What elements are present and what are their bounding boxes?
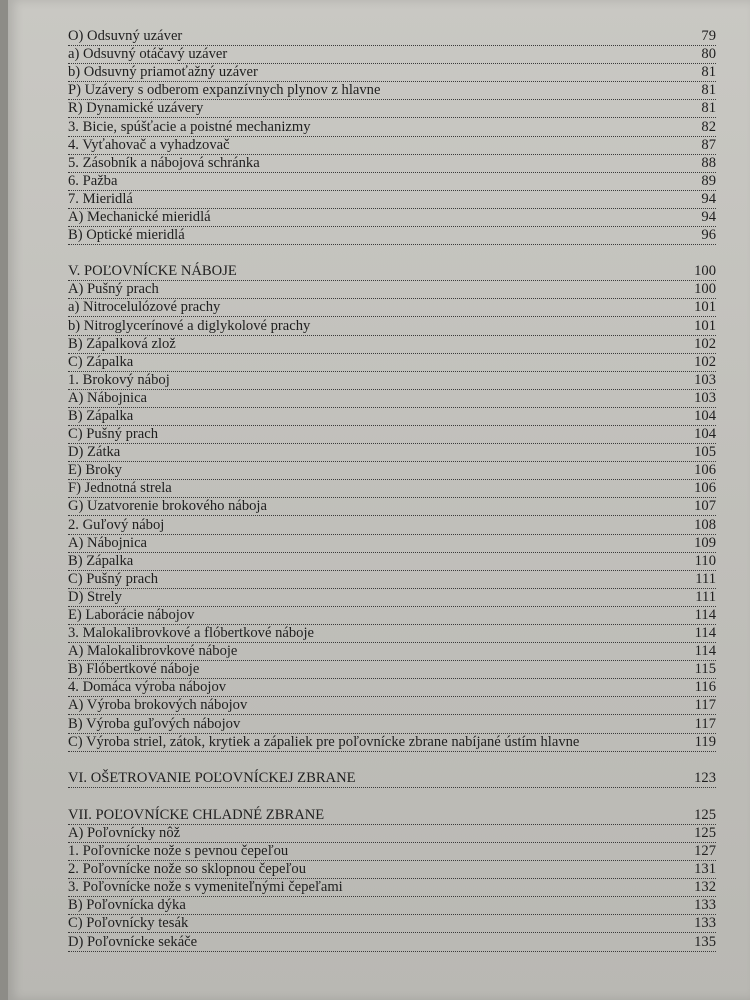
toc-entry-title: B) Zápalka bbox=[68, 552, 134, 569]
toc-entry-title: C) Zápalka bbox=[68, 353, 134, 370]
toc-entry-title: E) Broky bbox=[68, 462, 122, 479]
section-gap bbox=[68, 788, 716, 807]
toc-entry-title: R) Dynamické uzávery bbox=[68, 100, 204, 117]
toc-entry-page-number: 105 bbox=[694, 444, 716, 461]
toc-entry bbox=[68, 299, 716, 317]
toc-entry-title: b) Odsuvný priamoťažný uzáver bbox=[68, 64, 258, 81]
toc-entry-title: 1. Poľovnícke nože s pevnou čepeľou bbox=[68, 843, 289, 860]
toc-entry-page-number: 106 bbox=[694, 480, 716, 497]
toc-entry-page-number: 100 bbox=[694, 263, 716, 280]
toc-entry-page-number: 115 bbox=[694, 661, 716, 678]
toc-entry bbox=[68, 535, 716, 553]
toc-entry-title: 4. Vyťahovač a vyhadzovač bbox=[68, 136, 230, 153]
toc-entry-page-number: 94 bbox=[701, 209, 716, 226]
section-gap bbox=[68, 245, 716, 263]
toc-entry bbox=[68, 317, 716, 335]
toc-entry-title: G) Uzatvorenie brokového náboja bbox=[68, 498, 267, 515]
toc-entry-page-number: 127 bbox=[694, 843, 716, 860]
toc-entry-page-number: 81 bbox=[701, 82, 716, 99]
toc-entry-page-number: 106 bbox=[694, 462, 716, 479]
toc-entry bbox=[68, 770, 716, 788]
toc-entry bbox=[68, 553, 716, 571]
dot-leader bbox=[68, 751, 716, 752]
toc-entry-title: F) Jednotná strela bbox=[68, 480, 172, 497]
toc-entry-page-number: 108 bbox=[694, 516, 716, 533]
toc-entry-page-number: 125 bbox=[694, 806, 716, 823]
toc-entry-title: 3. Poľovnícke nože s vymeniteľnými čepeľami bbox=[68, 879, 343, 896]
toc-entry-page-number: 101 bbox=[694, 299, 716, 316]
toc-entry-page-number: 79 bbox=[701, 28, 716, 45]
toc-entry bbox=[68, 82, 716, 100]
toc-entry-title: 2. Guľový náboj bbox=[68, 516, 165, 533]
toc-entry-page-number: 114 bbox=[694, 625, 716, 642]
toc-entry-page-number: 114 bbox=[694, 607, 716, 623]
toc-entry-page-number: 104 bbox=[694, 426, 716, 443]
toc-entry bbox=[68, 372, 716, 390]
toc-entry bbox=[68, 897, 716, 915]
toc-entry bbox=[68, 281, 716, 299]
toc-entry-title: VII. POĽOVNÍCKE CHLADNÉ ZBRANE bbox=[68, 806, 325, 823]
toc-entry-title: B) Zápalka bbox=[68, 407, 134, 424]
toc-entry-page-number: 119 bbox=[694, 733, 716, 750]
toc-entry-title: A) Pušný prach bbox=[68, 281, 159, 298]
toc-entry-title: D) Strely bbox=[68, 588, 122, 605]
toc-entry-page-number: 125 bbox=[694, 824, 716, 841]
toc-entry-title: C) Výroba striel, zátok, krytiek a zápaliek pre poľovnícke zbrane nabíjané ústím hlavne bbox=[68, 733, 580, 750]
toc-entry-title: 6. Pažba bbox=[68, 172, 118, 189]
section-gap bbox=[68, 752, 716, 771]
table-of-contents bbox=[68, 28, 716, 952]
toc-entry bbox=[68, 100, 716, 118]
toc-entry bbox=[68, 426, 716, 444]
toc-entry-page-number: 123 bbox=[694, 770, 716, 787]
toc-group-cold-weapons bbox=[68, 807, 716, 952]
toc-entry-page-number: 81 bbox=[701, 100, 716, 117]
toc-entry bbox=[68, 354, 716, 372]
toc-group-maintenance bbox=[68, 770, 716, 788]
toc-entry bbox=[68, 679, 716, 697]
toc-entry-page-number: 109 bbox=[694, 534, 716, 551]
toc-entry-title: b) Nitroglycerínové a diglykolové prachy bbox=[68, 317, 311, 334]
toc-group-weapon-parts bbox=[68, 28, 716, 245]
toc-entry-page-number: 96 bbox=[701, 227, 716, 244]
toc-entry-title: 3. Malokalibrovkové a flóbertkové náboje bbox=[68, 625, 314, 642]
toc-entry-page-number: 133 bbox=[694, 915, 716, 932]
toc-entry-page-number: 111 bbox=[695, 588, 716, 605]
toc-entry-title: E) Laborácie nábojov bbox=[68, 607, 195, 623]
toc-entry bbox=[68, 209, 716, 227]
toc-entry-title: a) Nitrocelulózové prachy bbox=[68, 299, 221, 316]
toc-entry-page-number: 117 bbox=[694, 697, 716, 714]
toc-entry bbox=[68, 589, 716, 607]
toc-entry-page-number: 103 bbox=[694, 371, 716, 388]
toc-entry-title: D) Zátka bbox=[68, 444, 121, 461]
toc-entry bbox=[68, 697, 716, 715]
toc-entry bbox=[68, 191, 716, 209]
dot-leader bbox=[68, 951, 716, 952]
toc-entry-title: A) Nábojnica bbox=[68, 534, 148, 551]
toc-entry-title: C) Pušný prach bbox=[68, 426, 158, 443]
toc-entry-page-number: 100 bbox=[694, 281, 716, 298]
toc-entry-page-number: 116 bbox=[694, 679, 716, 696]
toc-entry-page-number: 111 bbox=[695, 570, 716, 587]
toc-entry bbox=[68, 137, 716, 155]
toc-entry bbox=[68, 444, 716, 462]
toc-entry-title: A) Poľovnícky nôž bbox=[68, 824, 181, 841]
toc-entry bbox=[68, 390, 716, 408]
toc-entry-page-number: 103 bbox=[694, 389, 716, 406]
toc-entry bbox=[68, 825, 716, 843]
toc-entry-page-number: 110 bbox=[694, 552, 716, 569]
toc-entry-title: C) Pušný prach bbox=[68, 570, 158, 587]
toc-entry-page-number: 94 bbox=[701, 190, 716, 207]
toc-entry bbox=[68, 480, 716, 498]
toc-entry-title: 4. Domáca výroba nábojov bbox=[68, 679, 227, 696]
toc-entry bbox=[68, 263, 716, 281]
toc-entry-page-number: 89 bbox=[701, 172, 716, 189]
toc-entry bbox=[68, 879, 716, 897]
toc-entry bbox=[68, 843, 716, 861]
toc-entry-page-number: 133 bbox=[694, 897, 716, 914]
toc-entry-page-number: 135 bbox=[694, 933, 716, 950]
toc-entry bbox=[68, 915, 716, 933]
toc-entry bbox=[68, 64, 716, 82]
toc-entry-title: 7. Mieridlá bbox=[68, 190, 133, 207]
toc-entry-page-number: 102 bbox=[694, 335, 716, 352]
toc-entry bbox=[68, 408, 716, 426]
toc-entry bbox=[68, 861, 716, 879]
toc-entry-title: B) Zápalková zlož bbox=[68, 335, 176, 352]
toc-entry-title: P) Uzávery s odberom expanzívnych plynov z hlavne bbox=[68, 82, 381, 99]
toc-entry bbox=[68, 933, 716, 951]
toc-entry-title: A) Výroba brokových nábojov bbox=[68, 697, 248, 714]
toc-entry-title: B) Výroba guľových nábojov bbox=[68, 715, 241, 732]
toc-entry-page-number: 82 bbox=[701, 118, 716, 135]
toc-entry-title: C) Poľovnícky tesák bbox=[68, 915, 189, 932]
toc-entry bbox=[68, 807, 716, 825]
toc-entry bbox=[68, 715, 716, 733]
toc-entry-page-number: 132 bbox=[694, 879, 716, 896]
toc-entry-title: D) Poľovnícke sekáče bbox=[68, 933, 198, 950]
toc-entry bbox=[68, 118, 716, 136]
toc-entry-title: B) Optické mieridlá bbox=[68, 227, 185, 244]
toc-entry-page-number: 80 bbox=[701, 46, 716, 63]
dot-leader bbox=[68, 787, 716, 788]
toc-entry bbox=[68, 462, 716, 480]
toc-entry-title: V. POĽOVNÍCKE NÁBOJE bbox=[68, 263, 237, 280]
toc-entry bbox=[68, 173, 716, 191]
toc-entry bbox=[68, 227, 716, 245]
toc-entry bbox=[68, 571, 716, 589]
toc-entry-title: 5. Zásobník a nábojová schránka bbox=[68, 154, 260, 171]
toc-group-cartridges bbox=[68, 263, 716, 752]
toc-entry bbox=[68, 661, 716, 679]
toc-entry bbox=[68, 643, 716, 661]
toc-entry-title: A) Mechanické mieridlá bbox=[68, 209, 211, 226]
toc-entry-page-number: 87 bbox=[701, 136, 716, 153]
toc-entry-page-number: 81 bbox=[701, 64, 716, 81]
toc-entry bbox=[68, 336, 716, 354]
toc-entry bbox=[68, 516, 716, 534]
toc-entry-page-number: 131 bbox=[694, 861, 716, 878]
toc-entry-title: 2. Poľovnícke nože so sklopnou čepeľou bbox=[68, 861, 307, 878]
toc-entry bbox=[68, 46, 716, 64]
toc-entry bbox=[68, 28, 716, 46]
toc-entry-page-number: 88 bbox=[701, 154, 716, 171]
toc-entry-title: B) Flóbertkové náboje bbox=[68, 661, 200, 678]
toc-entry-page-number: 101 bbox=[694, 317, 716, 334]
toc-entry bbox=[68, 734, 716, 752]
toc-entry-page-number: 117 bbox=[694, 715, 716, 732]
toc-entry-title: B) Poľovnícka dýka bbox=[68, 897, 186, 914]
toc-entry bbox=[68, 625, 716, 643]
toc-entry-page-number: 102 bbox=[694, 353, 716, 370]
toc-entry-title: A) Nábojnica bbox=[68, 389, 148, 406]
toc-entry-title: 3. Bicie, spúšťacie a poistné mechanizmy bbox=[68, 118, 311, 135]
toc-entry-page-number: 104 bbox=[694, 407, 716, 424]
book-page bbox=[8, 0, 750, 1000]
toc-entry-title: VI. OŠETROVANIE POĽOVNÍCKEJ ZBRANE bbox=[68, 770, 356, 787]
toc-entry-title: 1. Brokový náboj bbox=[68, 371, 170, 388]
toc-entry bbox=[68, 607, 716, 625]
toc-entry-title: O) Odsuvný uzáver bbox=[68, 28, 183, 45]
toc-entry-title: A) Malokalibrovkové náboje bbox=[68, 643, 238, 660]
toc-entry-page-number: 107 bbox=[694, 498, 716, 515]
toc-entry-page-number: 114 bbox=[694, 643, 716, 660]
toc-entry bbox=[68, 155, 716, 173]
toc-entry-title: a) Odsuvný otáčavý uzáver bbox=[68, 46, 228, 63]
toc-entry bbox=[68, 498, 716, 516]
dot-leader bbox=[68, 244, 716, 245]
